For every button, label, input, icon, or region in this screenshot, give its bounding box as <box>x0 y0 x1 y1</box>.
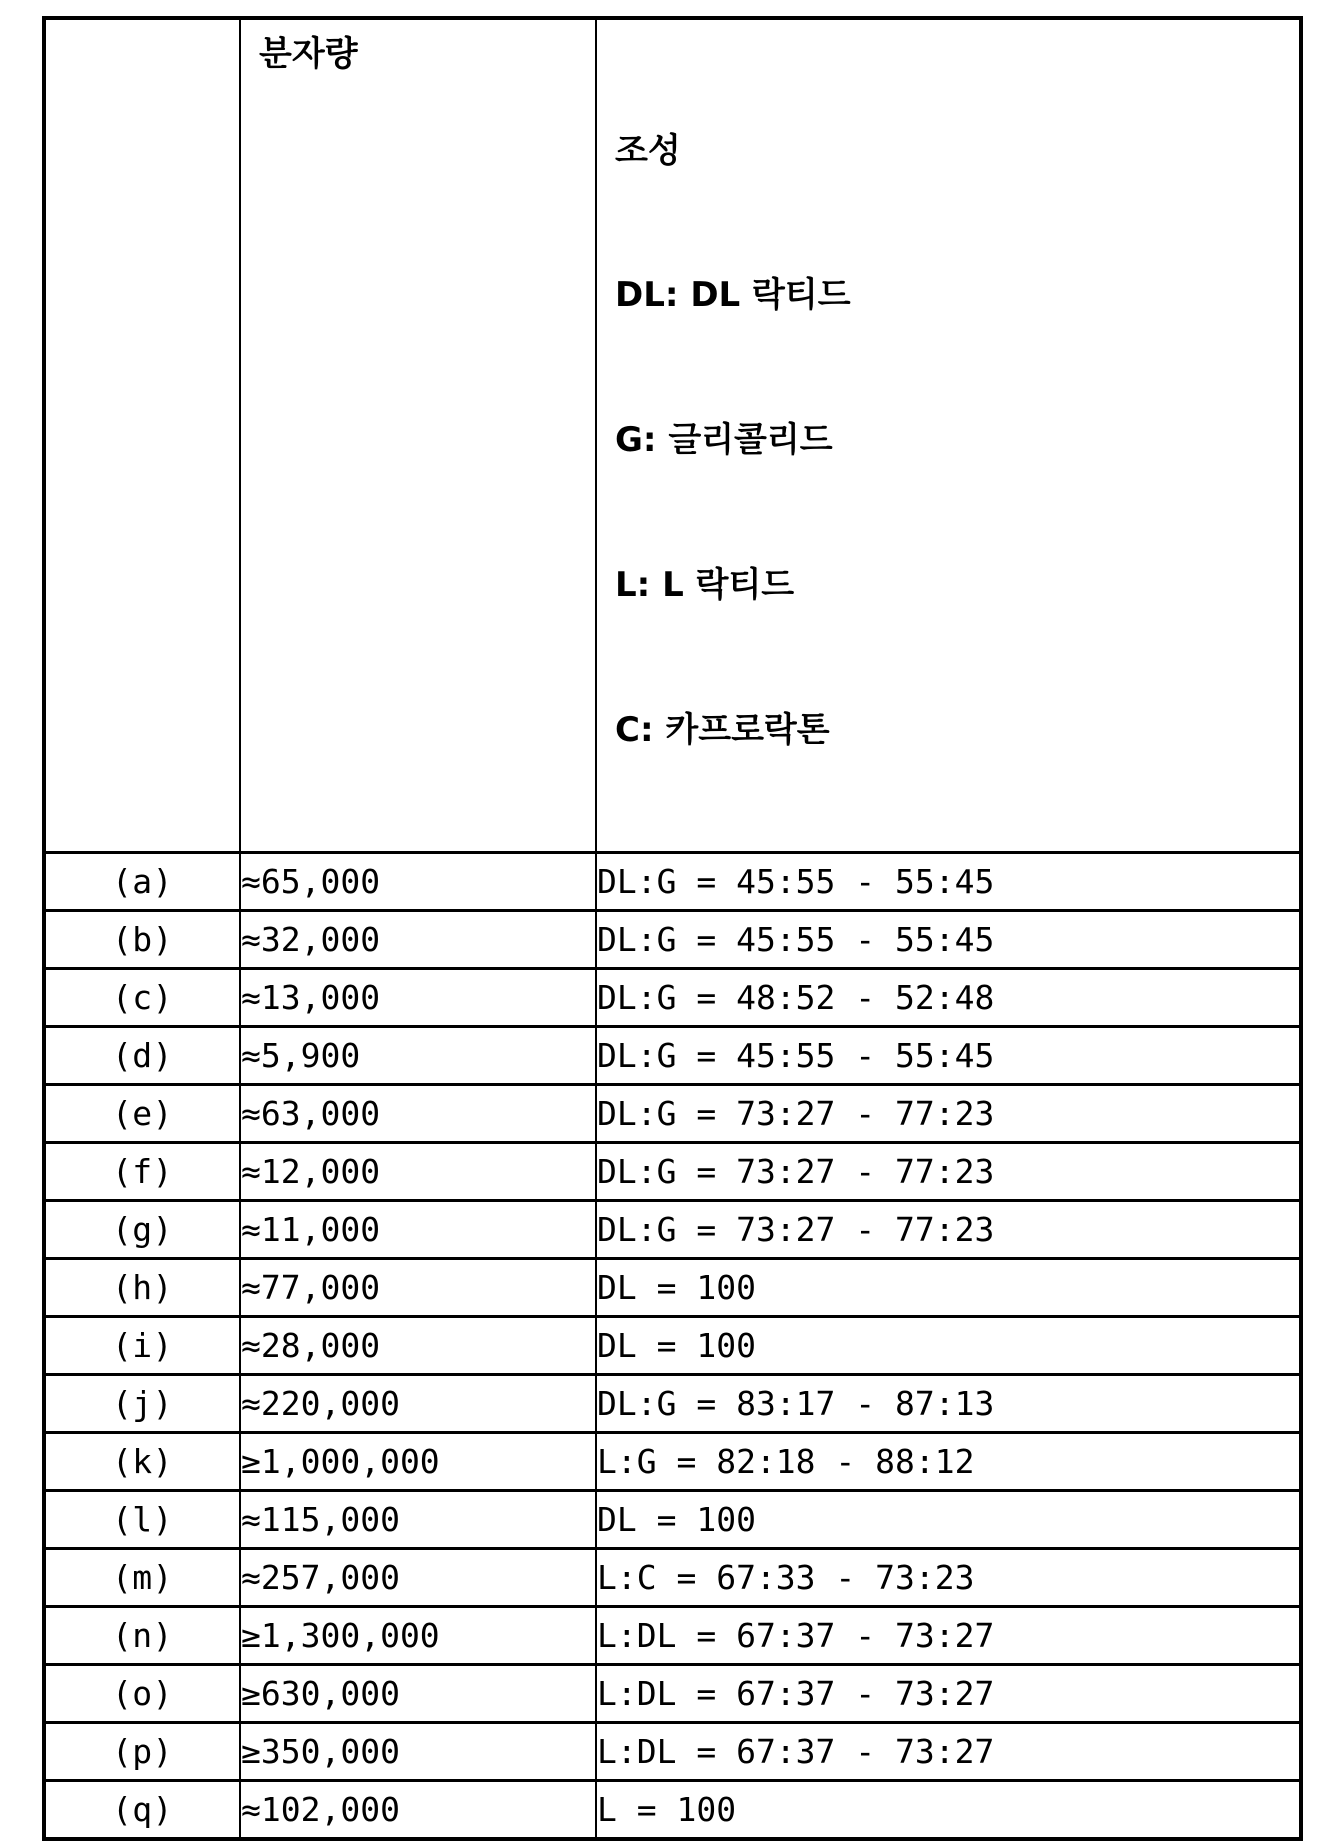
cell-molecular-weight: ≈102,000 <box>240 1780 596 1839</box>
cell-composition: DL = 100 <box>596 1490 1301 1548</box>
table-body <box>44 852 1301 1839</box>
table-row <box>44 1316 1301 1374</box>
cell-molecular-weight: ≈115,000 <box>240 1490 596 1548</box>
cell-composition: L = 100 <box>596 1780 1301 1839</box>
cell-molecular-weight: ≈63,000 <box>240 1084 596 1142</box>
cell-molecular-weight: ≈12,000 <box>240 1142 596 1200</box>
cell-molecular-weight: ≈28,000 <box>240 1316 596 1374</box>
cell-composition: DL:G = 45:55 - 55:45 <box>596 910 1301 968</box>
cell-composition: DL:G = 73:27 - 77:23 <box>596 1142 1301 1200</box>
legend-l-lactide: L: L 락티드 <box>615 564 795 605</box>
header-composition-title: 조성 <box>615 130 681 171</box>
table-row <box>44 968 1301 1026</box>
header-composition-block <box>597 20 1299 851</box>
cell-composition: DL = 100 <box>596 1258 1301 1316</box>
header-cell-molecular-weight <box>240 18 596 852</box>
cell-composition: DL = 100 <box>596 1316 1301 1374</box>
cell-row-label: (l) <box>44 1490 240 1548</box>
header-cell-composition <box>596 18 1301 852</box>
cell-row-label: (j) <box>44 1374 240 1432</box>
cell-molecular-weight: ≈32,000 <box>240 910 596 968</box>
cell-molecular-weight: ≈11,000 <box>240 1200 596 1258</box>
table-row <box>44 1084 1301 1142</box>
table-row <box>44 1490 1301 1548</box>
cell-composition: L:DL = 67:37 - 73:27 <box>596 1664 1301 1722</box>
cell-row-label: (p) <box>44 1722 240 1780</box>
cell-composition: L:C = 67:33 - 73:23 <box>596 1548 1301 1606</box>
cell-row-label: (k) <box>44 1432 240 1490</box>
cell-composition: DL:G = 48:52 - 52:48 <box>596 968 1301 1026</box>
cell-composition: L:DL = 67:37 - 73:27 <box>596 1606 1301 1664</box>
cell-row-label: (q) <box>44 1780 240 1839</box>
polymer-specification-table <box>42 16 1303 1841</box>
cell-row-label: (g) <box>44 1200 240 1258</box>
table-row <box>44 1548 1301 1606</box>
cell-composition: DL:G = 73:27 - 77:23 <box>596 1200 1301 1258</box>
cell-composition: L:DL = 67:37 - 73:27 <box>596 1722 1301 1780</box>
cell-row-label: (e) <box>44 1084 240 1142</box>
cell-row-label: (h) <box>44 1258 240 1316</box>
cell-molecular-weight: ≈77,000 <box>240 1258 596 1316</box>
table-row <box>44 1026 1301 1084</box>
cell-molecular-weight: ≥350,000 <box>240 1722 596 1780</box>
cell-molecular-weight: ≥630,000 <box>240 1664 596 1722</box>
table-row <box>44 1664 1301 1722</box>
cell-row-label: (n) <box>44 1606 240 1664</box>
table-row <box>44 1606 1301 1664</box>
legend-glycolide: G: 글리콜리드 <box>615 420 833 461</box>
header-molecular-weight-text: 분자량 <box>259 34 358 74</box>
table-row <box>44 852 1301 910</box>
cell-composition: DL:G = 83:17 - 87:13 <box>596 1374 1301 1432</box>
cell-row-label: (c) <box>44 968 240 1026</box>
header-label-text <box>46 20 239 30</box>
legend-dl-lactide: DL: DL 락티드 <box>615 275 851 316</box>
cell-row-label: (b) <box>44 910 240 968</box>
cell-molecular-weight: ≈220,000 <box>240 1374 596 1432</box>
table-row <box>44 1258 1301 1316</box>
table-row <box>44 1200 1301 1258</box>
table-row <box>44 1142 1301 1200</box>
legend-caprolactone: C: 카프로락톤 <box>615 709 830 750</box>
table-row <box>44 1722 1301 1780</box>
table-row <box>44 1780 1301 1839</box>
cell-composition: DL:G = 45:55 - 55:45 <box>596 1026 1301 1084</box>
cell-row-label: (d) <box>44 1026 240 1084</box>
header-cell-label <box>44 18 240 852</box>
cell-row-label: (i) <box>44 1316 240 1374</box>
table-header-row <box>44 18 1301 852</box>
cell-molecular-weight: ≈257,000 <box>240 1548 596 1606</box>
table-row <box>44 1374 1301 1432</box>
cell-composition: L:G = 82:18 - 88:12 <box>596 1432 1301 1490</box>
table-header <box>44 18 1301 852</box>
table-row <box>44 1432 1301 1490</box>
cell-molecular-weight: ≈65,000 <box>240 852 596 910</box>
cell-row-label: (f) <box>44 1142 240 1200</box>
cell-molecular-weight: ≥1,300,000 <box>240 1606 596 1664</box>
cell-molecular-weight: ≈13,000 <box>240 968 596 1026</box>
cell-row-label: (o) <box>44 1664 240 1722</box>
cell-molecular-weight: ≈5,900 <box>240 1026 596 1084</box>
cell-row-label: (a) <box>44 852 240 910</box>
cell-composition: DL:G = 73:27 - 77:23 <box>596 1084 1301 1142</box>
table-row <box>44 910 1301 968</box>
cell-molecular-weight: ≥1,000,000 <box>240 1432 596 1490</box>
cell-composition: DL:G = 45:55 - 55:45 <box>596 852 1301 910</box>
cell-row-label: (m) <box>44 1548 240 1606</box>
